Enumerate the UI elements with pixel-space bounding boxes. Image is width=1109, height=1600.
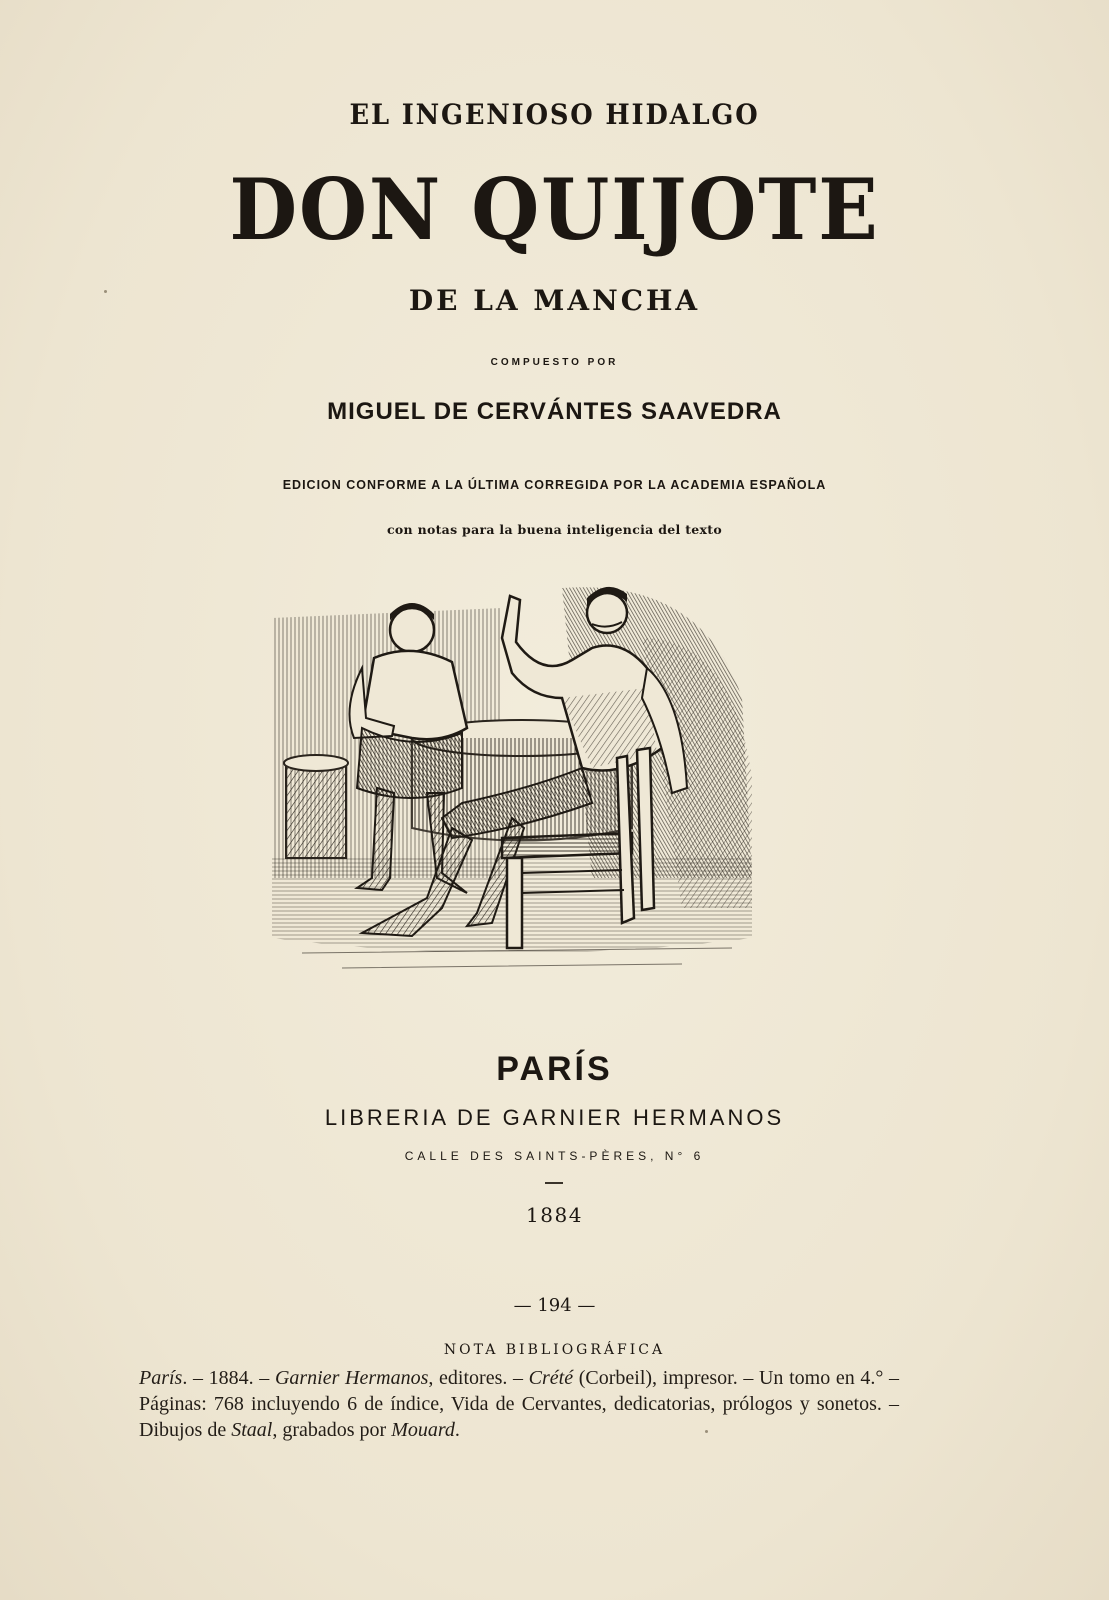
nota-end: . (454, 1419, 460, 1441)
paper-speck (104, 290, 107, 293)
nota-details: (Corbeil), impresor. – Un tomo en 4.° – Páginas: 768 incluyendo 6 de índice, Vida de Cervantes, dedicatorias, prólogos y sonetos. – Dibujos de (139, 1367, 900, 1441)
composed-by: COMPUESTO POR (490, 357, 619, 368)
notes-line: con notas para la buena inteligencia del texto (386, 522, 722, 537)
publisher-address: CALLE DES SAINTS-PÈRES, N° 6 (404, 1149, 705, 1163)
city: PARÍS (496, 1050, 613, 1088)
nota-heading: NOTA BIBLIOGRÁFICA (443, 1342, 666, 1358)
nota-city: París (139, 1367, 183, 1389)
nota-engraver: Mouard (391, 1419, 455, 1441)
author: MIGUEL DE CERVÁNTES SAAVEDRA (327, 398, 782, 425)
edition-note: EDICION CONFORME A LA ÚLTIMA CORREGIDA POR LA ACADEMIA ESPAÑOLA (282, 478, 827, 492)
nota-illustrator: Staal (231, 1419, 273, 1441)
paper-speck (705, 1430, 708, 1433)
nota-printer: Crété (528, 1367, 574, 1389)
nota-year: . – 1884. – (182, 1367, 275, 1389)
nota-publisher-role: , editores. – (428, 1367, 529, 1389)
nota-engraved: , grabados por (272, 1419, 392, 1441)
nota-publisher: Garnier Hermanos (274, 1367, 429, 1389)
publisher: LIBRERIA DE GARNIER HERMANOS (324, 1105, 785, 1130)
bibliographic-note (139, 1365, 899, 1443)
publication-year: 1884 (526, 1203, 583, 1227)
page-number: — 194 — (513, 1295, 596, 1316)
separator-dash (545, 1182, 563, 1184)
book-title: DON QUIJOTE (229, 160, 880, 259)
book-subtitle: DE LA MANCHA (408, 284, 701, 317)
engraving-don-quijote-sancho-icon (262, 578, 762, 990)
heading-line-1: EL INGENIOSO HIDALGO (349, 98, 760, 131)
